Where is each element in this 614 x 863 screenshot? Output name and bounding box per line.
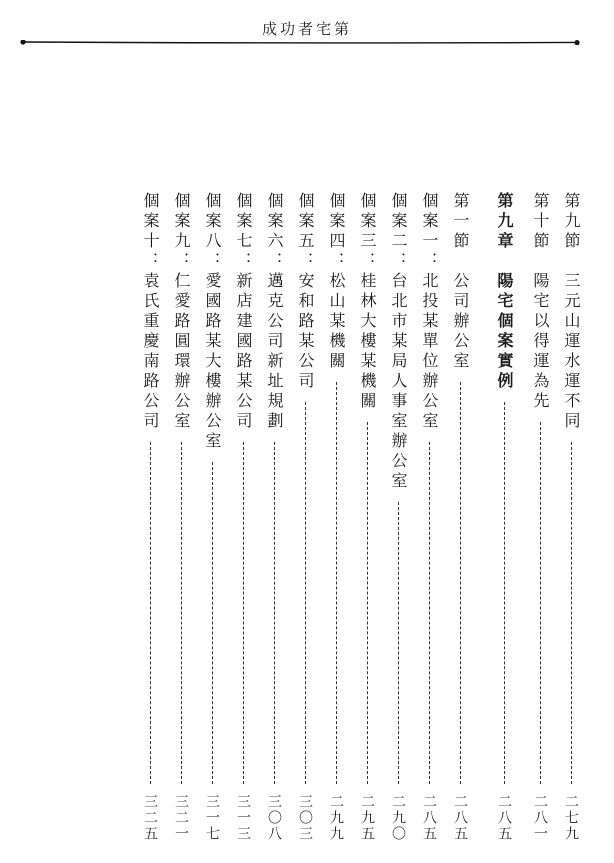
leader-dots	[243, 442, 244, 784]
toc-entry-title: 第九節 三元山運水運不同	[562, 192, 581, 432]
toc-entry	[420, 192, 438, 842]
leader-dots	[429, 442, 430, 784]
toc-entry	[203, 192, 221, 842]
toc-entry	[172, 192, 190, 842]
toc-entry-page: 二七九	[563, 794, 579, 842]
toc-entry-page: 二八一	[532, 794, 548, 842]
toc-entry-page: 三二一	[173, 794, 189, 842]
toc-entry	[265, 192, 283, 842]
toc-entry-page: 三一三	[235, 794, 251, 842]
toc-entry	[327, 192, 345, 842]
toc-entry	[141, 192, 159, 842]
toc-entry-title: 第一節 公司辦公室	[451, 192, 470, 372]
leader-dots	[305, 402, 306, 784]
toc-entry-title: 個案二：台北市某局人事室辦公室	[389, 192, 408, 492]
toc-entry-page: 二八五	[452, 794, 468, 842]
toc-chapter-entry	[495, 192, 513, 842]
toc-entry-title: 個案一：北投某單位辦公室	[420, 192, 439, 432]
toc-entry	[234, 192, 252, 842]
toc-entry-title: 個案八：愛國路某大樓辦公室	[203, 192, 222, 452]
toc-entry-title: 個案三：桂林大樓某機關	[358, 192, 377, 412]
toc-entry-page: 二九五	[359, 794, 375, 842]
toc-entry-title: 第十節 陽宅以得運為先	[531, 192, 550, 412]
leader-dots	[150, 442, 151, 784]
leader-dots	[212, 462, 213, 784]
toc-entry-page: 二九〇	[390, 794, 406, 842]
leader-dots	[336, 382, 337, 784]
header-rule	[20, 40, 580, 45]
toc-entry-page: 三二五	[142, 794, 158, 842]
toc-entry-page: 三〇八	[266, 794, 282, 842]
leader-dots	[540, 422, 541, 784]
leader-dots	[367, 422, 368, 784]
leader-dots	[460, 382, 461, 784]
toc-entry	[531, 192, 549, 842]
toc-entry-page: 二八五	[421, 794, 437, 842]
toc-entry	[296, 192, 314, 842]
toc-entry-title: 個案七：新店建國路某公司	[234, 192, 253, 432]
toc-entry-page: 二九九	[328, 794, 344, 842]
toc-entry	[451, 192, 469, 842]
toc-entry-title: 個案四：松山某機關	[327, 192, 346, 372]
toc-entry-page: 二八五	[496, 794, 512, 842]
leader-dots	[398, 502, 399, 784]
toc-entry	[358, 192, 376, 842]
toc-entry-page: 三〇三	[297, 794, 313, 842]
toc-entry-title: 第九章 陽宅個案實例	[495, 192, 514, 392]
toc-entry-title: 個案五：安和路某公司	[296, 192, 315, 392]
running-header: 成功者宅第	[261, 20, 352, 38]
leader-dots	[571, 442, 572, 784]
leader-dots	[274, 442, 275, 784]
toc-entry	[389, 192, 407, 842]
toc-entry	[562, 192, 580, 842]
toc-entry-page: 三一七	[204, 794, 220, 842]
toc-entry-title: 個案九：仁愛路圓環辦公室	[172, 192, 191, 432]
table-of-contents	[100, 192, 580, 852]
leader-dots	[504, 402, 505, 784]
toc-entry-title: 個案十：袁氏重慶南路公司	[141, 192, 160, 432]
toc-entry-title: 個案六：邁克公司新址規劃	[265, 192, 284, 432]
leader-dots	[181, 442, 182, 784]
